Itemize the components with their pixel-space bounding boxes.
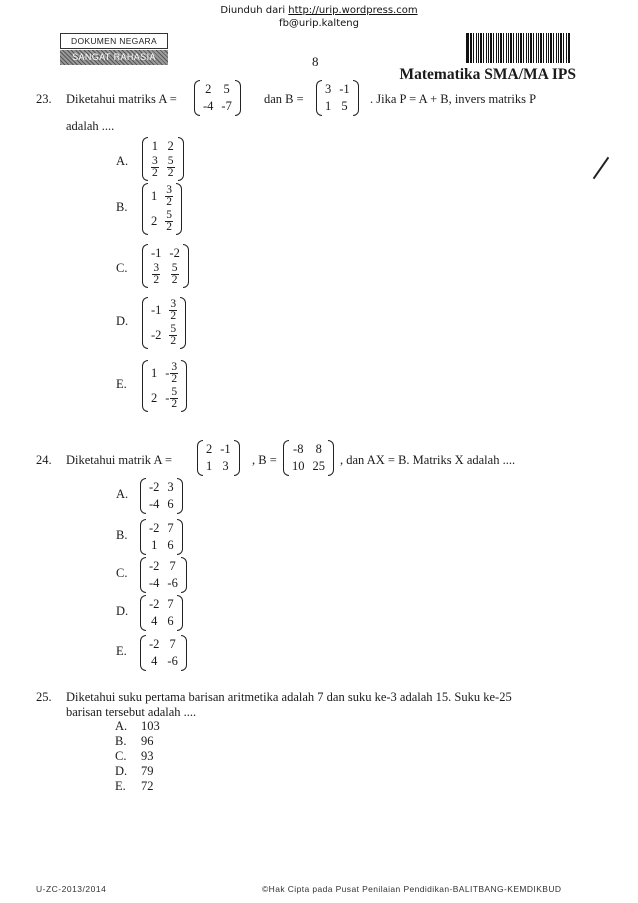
matrix-entry: 2 <box>167 139 174 153</box>
matrix-right-bracket <box>181 360 187 412</box>
matrix-entry: 3 <box>222 459 229 473</box>
matrix-right-bracket <box>180 297 186 349</box>
footer-code: U-ZC-2013/2014 <box>36 884 107 894</box>
matrix-right-bracket <box>177 519 183 555</box>
barcode-image <box>466 33 570 63</box>
matrix-entry: -1 <box>151 303 162 317</box>
source-link[interactable]: http://urip.wordpress.com <box>288 5 418 16</box>
matrix-entry: -7 <box>221 99 232 113</box>
matrix-entry: 8 <box>315 442 322 456</box>
download-source <box>0 4 638 30</box>
matrix-entry: -2 <box>149 597 160 611</box>
q24-option-matrix[interactable] <box>140 635 187 671</box>
matrix-entry: 4 <box>151 614 158 628</box>
q23-option-matrix[interactable] <box>142 360 187 412</box>
matrix-entry: -4 <box>149 497 160 511</box>
matrix-entry: 5 <box>223 82 230 96</box>
matrix-right-bracket <box>181 635 187 671</box>
q25-option-label: B. <box>115 734 127 748</box>
matrix-right-bracket <box>177 478 183 514</box>
matrix-entry: -6 <box>167 576 178 590</box>
sangat-rahasia-stamp: SANGAT RAHASIA <box>60 50 168 65</box>
q24-option-matrix[interactable] <box>140 478 183 514</box>
matrix-entry: 7 <box>167 597 174 611</box>
minus-sign: - <box>165 366 170 380</box>
fraction-denominator: 2 <box>166 196 172 208</box>
matrix-entry: 3 <box>325 82 332 96</box>
fraction-numerator: 5 <box>171 262 178 274</box>
fraction-denominator: 2 <box>171 398 178 410</box>
fraction-denominator: 2 <box>152 167 158 179</box>
matrix-grid <box>146 635 181 671</box>
q25-option-value: 72 <box>141 779 154 793</box>
fraction-numerator: 3 <box>170 298 177 310</box>
q25-option-value: 96 <box>141 734 154 748</box>
q25-option-label: A. <box>115 719 128 733</box>
matrix-entry: 10 <box>292 459 305 473</box>
q24-option-label[interactable]: D. <box>116 604 129 618</box>
matrix-grid <box>200 80 235 116</box>
matrix-entry: -2 <box>151 328 162 342</box>
question-24-text-c: , dan AX = B. Matriks X adalah .... <box>340 453 516 467</box>
question-25-line-1: Diketahui suku pertama barisan aritmetika adalah 7 dan suku ke-3 adalah 15. Suku ke-25 <box>66 690 512 704</box>
matrix-right-bracket <box>353 80 359 116</box>
q24-option-label[interactable]: E. <box>116 644 127 658</box>
matrix-entry: -8 <box>293 442 304 456</box>
fraction-denominator: 2 <box>166 221 172 233</box>
q25-option[interactable] <box>115 734 154 749</box>
fraction-denominator: 2 <box>167 167 174 179</box>
q24-option-label[interactable]: A. <box>116 487 129 501</box>
matrix-entry: 2 <box>151 214 158 228</box>
matrix-entry: 3 <box>167 480 174 494</box>
matrix-entry <box>169 299 177 322</box>
q23-option-label[interactable]: E. <box>116 377 127 391</box>
matrix-entry: 7 <box>169 637 176 651</box>
matrix-entry: -2 <box>149 480 160 494</box>
q24-option-label[interactable]: B. <box>116 528 128 542</box>
fraction <box>165 210 173 233</box>
q24-option-matrix[interactable] <box>140 595 183 631</box>
minus-sign: - <box>165 391 170 405</box>
question-23-number: 23. <box>36 92 52 106</box>
matrix-entry <box>165 210 173 233</box>
fraction <box>171 263 179 286</box>
q25-option-label: C. <box>115 749 127 763</box>
matrix-entry: -4 <box>149 576 160 590</box>
matrix-right-bracket <box>176 183 182 235</box>
fraction-numerator: 3 <box>166 184 172 196</box>
matrix-entry: 1 <box>151 538 158 552</box>
matrix-entry <box>165 362 178 385</box>
fraction <box>170 362 178 385</box>
q25-option[interactable] <box>115 719 160 734</box>
fraction-numerator: 3 <box>153 262 160 274</box>
fraction-numerator: 5 <box>166 209 172 221</box>
q23-option-label[interactable]: A. <box>116 154 129 168</box>
fraction-numerator: 3 <box>152 155 158 167</box>
matrix-entry <box>171 263 179 286</box>
matrix-entry: 1 <box>151 189 158 203</box>
matrix-entry: -1 <box>339 82 350 96</box>
q23-option-label[interactable]: C. <box>116 261 128 275</box>
q24-option-matrix[interactable] <box>140 519 183 555</box>
question-25-line-2: barisan tersebut adalah .... <box>66 705 197 719</box>
matrix-grid <box>146 478 177 514</box>
q23-option-label[interactable]: B. <box>116 200 128 214</box>
q25-option[interactable] <box>115 764 154 779</box>
fraction-denominator: 2 <box>170 310 177 322</box>
matrix-entry: 6 <box>167 538 174 552</box>
matrix-entry: 7 <box>169 559 176 573</box>
fraction <box>165 185 173 208</box>
matrix-entry <box>165 387 178 410</box>
fraction-denominator: 2 <box>171 274 178 286</box>
matrix-grid <box>148 297 180 349</box>
matrix-right-bracket <box>183 244 189 288</box>
matrix-grid <box>148 360 181 412</box>
question-24-text-b: , B = <box>252 453 277 467</box>
matrix-entry: -2 <box>149 559 160 573</box>
matrix-entry: 2 <box>151 391 158 405</box>
fraction <box>151 156 159 179</box>
matrix-entry <box>151 156 159 179</box>
matrix-entry <box>152 263 160 286</box>
dokumen-negara-label: DOKUMEN NEGARA <box>60 33 168 49</box>
matrix-entry: -2 <box>149 521 160 535</box>
matrix-entry: 1 <box>151 366 158 380</box>
q25-option-value: 103 <box>141 719 160 733</box>
q25-option-value: 93 <box>141 749 154 763</box>
q24-matrix-a <box>197 440 240 476</box>
q25-option-value: 79 <box>141 764 154 778</box>
matrix-entry <box>169 324 177 347</box>
subject-title: Matematika SMA/MA IPS <box>399 66 576 83</box>
footer-copyright: ©Hak Cipta pada Pusat Penilaian Pendidikan-BALITBANG-KEMDIKBUD <box>262 884 562 894</box>
matrix-grid <box>203 440 234 476</box>
matrix-entry: 2 <box>205 82 212 96</box>
fraction <box>169 299 177 322</box>
matrix-entry: 6 <box>167 497 174 511</box>
q24-option-matrix[interactable] <box>140 557 187 593</box>
q25-option[interactable] <box>115 779 154 794</box>
question-23-text-d: adalah .... <box>66 119 115 133</box>
matrix-entry: 1 <box>206 459 213 473</box>
matrix-grid <box>146 557 181 593</box>
matrix-entry: 2 <box>206 442 213 456</box>
question-23-text-a: Diketahui matriks A = <box>66 92 177 106</box>
matrix-grid <box>322 80 353 116</box>
fraction <box>152 263 160 286</box>
matrix-grid <box>146 519 177 555</box>
matrix-entry: 25 <box>312 459 325 473</box>
question-24-number: 24. <box>36 453 52 467</box>
source-facebook: fb@urip.kalteng <box>279 18 359 29</box>
fraction-denominator: 2 <box>171 373 178 385</box>
matrix-entry: 4 <box>151 654 158 668</box>
matrix-grid <box>148 183 176 235</box>
matrix-grid <box>289 440 328 476</box>
q23-option-matrix[interactable] <box>142 244 189 288</box>
matrix-entry <box>167 156 175 179</box>
matrix-entry <box>165 185 173 208</box>
q23-option-matrix[interactable] <box>142 297 186 349</box>
matrix-entry: -2 <box>149 637 160 651</box>
q23-option-matrix[interactable] <box>142 183 182 235</box>
matrix-right-bracket <box>177 595 183 631</box>
page-number: 8 <box>312 54 319 69</box>
handwritten-mark <box>593 157 610 179</box>
source-prefix: Diunduh dari <box>220 5 289 16</box>
q23-option-label[interactable]: D. <box>116 314 129 328</box>
q25-option-label: D. <box>115 764 128 778</box>
matrix-right-bracket <box>328 440 334 476</box>
matrix-grid <box>146 595 177 631</box>
q25-option-label: E. <box>115 779 126 793</box>
fraction-denominator: 2 <box>170 335 177 347</box>
fraction-numerator: 5 <box>167 155 174 167</box>
matrix-grid <box>148 244 183 288</box>
matrix-entry: -1 <box>151 246 162 260</box>
fraction <box>170 387 178 410</box>
fraction-numerator: 5 <box>171 386 178 398</box>
matrix-entry: 1 <box>325 99 332 113</box>
matrix-entry: -4 <box>203 99 214 113</box>
matrix-right-bracket <box>178 137 184 181</box>
fraction-numerator: 5 <box>170 323 177 335</box>
matrix-right-bracket <box>235 80 241 116</box>
matrix-entry: 5 <box>341 99 348 113</box>
matrix-entry: -1 <box>220 442 231 456</box>
q24-matrix-b <box>283 440 334 476</box>
matrix-right-bracket <box>181 557 187 593</box>
q23-option-matrix[interactable] <box>142 137 184 181</box>
matrix-entry: 7 <box>167 521 174 535</box>
matrix-grid <box>148 137 178 181</box>
matrix-right-bracket <box>234 440 240 476</box>
question-23-text-c: . Jika P = A + B, invers matriks P <box>370 92 537 106</box>
q25-option[interactable] <box>115 749 154 764</box>
matrix-entry: 6 <box>167 614 174 628</box>
fraction <box>167 156 175 179</box>
matrix-entry: -6 <box>167 654 178 668</box>
fraction <box>169 324 177 347</box>
question-23-text-b: dan B = <box>264 92 304 106</box>
question-24-text-a: Diketahui matrik A = <box>66 453 172 467</box>
matrix-entry: -2 <box>169 246 180 260</box>
matrix-entry: 1 <box>151 139 158 153</box>
q23-matrix-b <box>316 80 359 116</box>
q23-matrix-a <box>194 80 241 116</box>
fraction-denominator: 2 <box>153 274 160 286</box>
q24-option-label[interactable]: C. <box>116 566 128 580</box>
question-25-number: 25. <box>36 690 52 704</box>
fraction-numerator: 3 <box>171 361 178 373</box>
